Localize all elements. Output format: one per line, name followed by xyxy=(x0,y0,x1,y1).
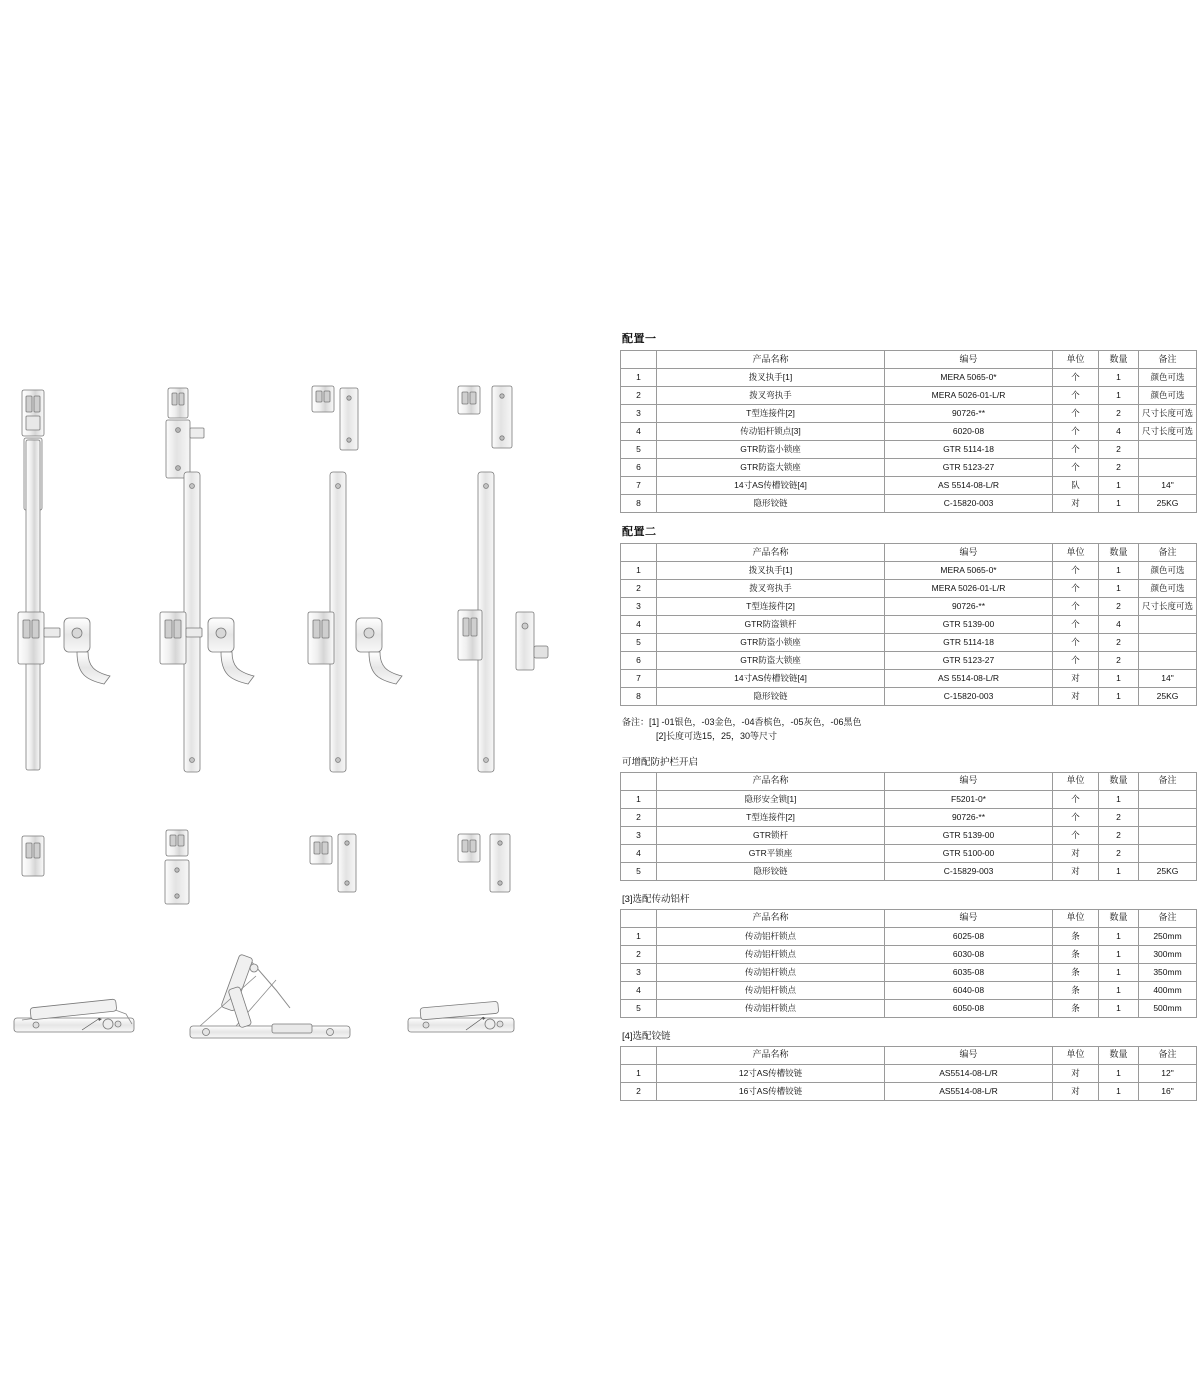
cell-note xyxy=(1139,826,1197,844)
cell-name: 传动铝杆锁点 xyxy=(657,927,885,945)
cell-code: MERA 5065-0* xyxy=(885,369,1053,387)
cell-qty: 1 xyxy=(1099,927,1139,945)
cell-note xyxy=(1139,652,1197,670)
cell-qty: 1 xyxy=(1099,981,1139,999)
cell-note xyxy=(1139,616,1197,634)
remark-block xyxy=(622,716,1180,744)
cell-name: GTR平锁座 xyxy=(657,844,885,862)
col-index xyxy=(621,351,657,369)
cell-name: GTR锁杆 xyxy=(657,826,885,844)
cell-index: 1 xyxy=(621,562,657,580)
table-row xyxy=(621,670,1197,688)
cell-unit: 对 xyxy=(1053,688,1099,706)
cell-unit: 个 xyxy=(1053,808,1099,826)
spec-tables xyxy=(620,330,1193,1111)
cell-qty: 1 xyxy=(1099,1064,1139,1082)
table-row xyxy=(621,441,1197,459)
cell-index: 2 xyxy=(621,945,657,963)
cell-code: AS5514-08-L/R xyxy=(885,1064,1053,1082)
cell-code: GTR 5139-00 xyxy=(885,826,1053,844)
cell-code: MERA 5065-0* xyxy=(885,562,1053,580)
cell-index: 3 xyxy=(621,826,657,844)
cell-note: 12" xyxy=(1139,1064,1197,1082)
table-row xyxy=(621,580,1197,598)
cell-index: 7 xyxy=(621,670,657,688)
cell-code: AS 5514-08-L/R xyxy=(885,670,1053,688)
cell-code: 6040-08 xyxy=(885,981,1053,999)
cell-qty: 2 xyxy=(1099,441,1139,459)
col-product-name: 产品名称 xyxy=(657,772,885,790)
col-qty: 数量 xyxy=(1099,909,1139,927)
cell-qty: 2 xyxy=(1099,652,1139,670)
table-row xyxy=(621,1064,1197,1082)
cell-name: 传动铝杆锁点 xyxy=(657,981,885,999)
cell-note: 尺寸长度可选 xyxy=(1139,405,1197,423)
cell-qty: 1 xyxy=(1099,495,1139,513)
cell-code: 6030-08 xyxy=(885,945,1053,963)
cell-index: 4 xyxy=(621,981,657,999)
cell-code: MERA 5026-01-L/R xyxy=(885,387,1053,405)
section-title-optional-hinge: [4]选配铰链 xyxy=(622,1030,671,1042)
cell-qty: 4 xyxy=(1099,616,1139,634)
cell-name: 传动铝杆锁点 xyxy=(657,963,885,981)
cell-name: GTR防盗小锁座 xyxy=(657,441,885,459)
col-unit: 单位 xyxy=(1053,544,1099,562)
cell-name: 传动铝杆锁点 xyxy=(657,945,885,963)
cell-index: 1 xyxy=(621,1064,657,1082)
table-guardrail xyxy=(620,772,1197,881)
col-product-name: 产品名称 xyxy=(657,909,885,927)
cell-name: 传动铝杆锁点 xyxy=(657,999,885,1017)
cell-unit: 条 xyxy=(1053,999,1099,1017)
table-row xyxy=(621,616,1197,634)
cell-name: 拨叉弯执手 xyxy=(657,387,885,405)
cell-code: F5201-0* xyxy=(885,790,1053,808)
remark-line-1: 备注：[1] -01银色，-03金色，-04香槟色，-05灰色，-06黑色 xyxy=(622,717,862,727)
cell-index: 2 xyxy=(621,808,657,826)
cell-name: GTR防盗大锁座 xyxy=(657,652,885,670)
cell-unit: 个 xyxy=(1053,441,1099,459)
cell-name: 拨叉执手[1] xyxy=(657,562,885,580)
cell-qty: 2 xyxy=(1099,634,1139,652)
cell-note xyxy=(1139,459,1197,477)
col-product-name: 产品名称 xyxy=(657,351,885,369)
cell-note: 25KG xyxy=(1139,862,1197,880)
cell-unit: 个 xyxy=(1053,790,1099,808)
cell-code: AS5514-08-L/R xyxy=(885,1082,1053,1100)
cell-name: T型连接件[2] xyxy=(657,405,885,423)
cell-code: GTR 5100-00 xyxy=(885,844,1053,862)
section-title-config-2: 配置二 xyxy=(622,526,657,538)
cell-note xyxy=(1139,808,1197,826)
table-header-row xyxy=(621,772,1197,790)
cell-note: 350mm xyxy=(1139,963,1197,981)
col-note: 备注 xyxy=(1139,544,1197,562)
cell-unit: 个 xyxy=(1053,826,1099,844)
cell-note: 尺寸长度可选 xyxy=(1139,598,1197,616)
cell-note: 25KG xyxy=(1139,495,1197,513)
col-index xyxy=(621,772,657,790)
table-row xyxy=(621,459,1197,477)
cell-qty: 2 xyxy=(1099,808,1139,826)
section-title-config-1: 配置一 xyxy=(622,333,657,345)
cell-code: GTR 5139-00 xyxy=(885,616,1053,634)
cell-name: 12寸AS传槽铰链 xyxy=(657,1064,885,1082)
cell-qty: 1 xyxy=(1099,477,1139,495)
cell-index: 1 xyxy=(621,790,657,808)
table-row xyxy=(621,999,1197,1017)
cell-index: 3 xyxy=(621,405,657,423)
table-row xyxy=(621,790,1197,808)
cell-code: GTR 5123-27 xyxy=(885,459,1053,477)
col-code: 编号 xyxy=(885,544,1053,562)
table-row xyxy=(621,963,1197,981)
cell-note: 400mm xyxy=(1139,981,1197,999)
cell-name: 14寸AS传槽铰链[4] xyxy=(657,477,885,495)
cell-code: GTR 5114-18 xyxy=(885,441,1053,459)
cell-index: 1 xyxy=(621,927,657,945)
cell-code: 6020-08 xyxy=(885,423,1053,441)
cell-code: 6025-08 xyxy=(885,927,1053,945)
cell-unit: 个 xyxy=(1053,459,1099,477)
cell-unit: 队 xyxy=(1053,477,1099,495)
table-row xyxy=(621,652,1197,670)
col-product-name: 产品名称 xyxy=(657,1046,885,1064)
table-header-row xyxy=(621,1046,1197,1064)
table-header-row xyxy=(621,909,1197,927)
remark-line-2: [2]长度可选15，25，30等尺寸 xyxy=(656,730,778,741)
col-qty: 数量 xyxy=(1099,351,1139,369)
cell-index: 1 xyxy=(621,369,657,387)
cell-unit: 个 xyxy=(1053,405,1099,423)
section-title-optional-rod: [3]选配传动铝杆 xyxy=(622,893,690,905)
cell-code: C-15820-003 xyxy=(885,495,1053,513)
cell-code: GTR 5123-27 xyxy=(885,652,1053,670)
cell-note: 25KG xyxy=(1139,688,1197,706)
cell-unit: 个 xyxy=(1053,598,1099,616)
cell-name: GTR防盗小锁座 xyxy=(657,634,885,652)
cell-unit: 个 xyxy=(1053,652,1099,670)
cell-index: 5 xyxy=(621,862,657,880)
col-note: 备注 xyxy=(1139,772,1197,790)
cell-code: 6050-08 xyxy=(885,999,1053,1017)
table-row xyxy=(621,477,1197,495)
cell-code: C-15829-003 xyxy=(885,862,1053,880)
col-qty: 数量 xyxy=(1099,544,1139,562)
col-product-name: 产品名称 xyxy=(657,544,885,562)
cell-unit: 对 xyxy=(1053,844,1099,862)
cell-qty: 2 xyxy=(1099,826,1139,844)
table-row xyxy=(621,808,1197,826)
table-optional-hinge xyxy=(620,1046,1197,1101)
table-row xyxy=(621,862,1197,880)
col-qty: 数量 xyxy=(1099,772,1139,790)
col-unit: 单位 xyxy=(1053,351,1099,369)
cell-index: 2 xyxy=(621,387,657,405)
cell-note: 尺寸长度可选 xyxy=(1139,423,1197,441)
cell-note: 14" xyxy=(1139,670,1197,688)
table-row xyxy=(621,1082,1197,1100)
cell-index: 4 xyxy=(621,844,657,862)
cell-code: MERA 5026-01-L/R xyxy=(885,580,1053,598)
cell-index: 3 xyxy=(621,598,657,616)
section-title-guardrail: 可增配防护栏开启 xyxy=(622,756,699,768)
col-unit: 单位 xyxy=(1053,772,1099,790)
cell-qty: 1 xyxy=(1099,862,1139,880)
col-note: 备注 xyxy=(1139,1046,1197,1064)
table-row xyxy=(621,826,1197,844)
table-row xyxy=(621,405,1197,423)
cell-index: 6 xyxy=(621,459,657,477)
cell-unit: 对 xyxy=(1053,495,1099,513)
cell-note xyxy=(1139,844,1197,862)
cell-name: GTR防盗大锁座 xyxy=(657,459,885,477)
cell-index: 3 xyxy=(621,963,657,981)
cell-note: 颜色可选 xyxy=(1139,369,1197,387)
cell-qty: 1 xyxy=(1099,580,1139,598)
cell-name: 14寸AS传槽铰链[4] xyxy=(657,670,885,688)
cell-qty: 1 xyxy=(1099,1082,1139,1100)
cell-code: C-15820-003 xyxy=(885,688,1053,706)
cell-index: 4 xyxy=(621,423,657,441)
table-row xyxy=(621,981,1197,999)
col-unit: 单位 xyxy=(1053,1046,1099,1064)
cell-unit: 个 xyxy=(1053,423,1099,441)
table-row xyxy=(621,598,1197,616)
table-header-row xyxy=(621,544,1197,562)
cell-note: 16" xyxy=(1139,1082,1197,1100)
cell-name: T型连接件[2] xyxy=(657,598,885,616)
cell-code: 90726-** xyxy=(885,808,1053,826)
cell-index: 4 xyxy=(621,616,657,634)
cell-unit: 条 xyxy=(1053,981,1099,999)
table-row xyxy=(621,945,1197,963)
col-unit: 单位 xyxy=(1053,909,1099,927)
cell-unit: 对 xyxy=(1053,862,1099,880)
col-note: 备注 xyxy=(1139,909,1197,927)
cell-qty: 1 xyxy=(1099,999,1139,1017)
cell-unit: 个 xyxy=(1053,616,1099,634)
cell-code: GTR 5114-18 xyxy=(885,634,1053,652)
cell-unit: 对 xyxy=(1053,670,1099,688)
table-row xyxy=(621,423,1197,441)
cell-unit: 条 xyxy=(1053,945,1099,963)
col-qty: 数量 xyxy=(1099,1046,1139,1064)
table-row xyxy=(621,369,1197,387)
cell-note: 500mm xyxy=(1139,999,1197,1017)
col-index xyxy=(621,1046,657,1064)
cell-qty: 2 xyxy=(1099,405,1139,423)
cell-name: GTR防盗锁杆 xyxy=(657,616,885,634)
table-row xyxy=(621,927,1197,945)
cell-qty: 1 xyxy=(1099,945,1139,963)
cell-name: 传动铝杆锁点[3] xyxy=(657,423,885,441)
cell-qty: 2 xyxy=(1099,598,1139,616)
cell-code: 6035-08 xyxy=(885,963,1053,981)
cell-note: 250mm xyxy=(1139,927,1197,945)
cell-name: 拨叉弯执手 xyxy=(657,580,885,598)
cell-unit: 个 xyxy=(1053,580,1099,598)
table-row xyxy=(621,844,1197,862)
cell-index: 5 xyxy=(621,999,657,1017)
cell-qty: 1 xyxy=(1099,790,1139,808)
cell-unit: 个 xyxy=(1053,634,1099,652)
cell-note: 颜色可选 xyxy=(1139,387,1197,405)
cell-qty: 1 xyxy=(1099,688,1139,706)
table-config-1 xyxy=(620,350,1197,513)
cell-qty: 1 xyxy=(1099,963,1139,981)
cell-unit: 对 xyxy=(1053,1064,1099,1082)
col-code: 编号 xyxy=(885,1046,1053,1064)
cell-name: 拨叉执手[1] xyxy=(657,369,885,387)
cell-index: 8 xyxy=(621,688,657,706)
cell-index: 5 xyxy=(621,634,657,652)
table-config-2 xyxy=(620,543,1197,706)
cell-unit: 个 xyxy=(1053,369,1099,387)
cell-qty: 4 xyxy=(1099,423,1139,441)
table-row xyxy=(621,634,1197,652)
cell-unit: 条 xyxy=(1053,927,1099,945)
cell-index: 5 xyxy=(621,441,657,459)
table-row xyxy=(621,387,1197,405)
table-optional-rod xyxy=(620,909,1197,1018)
col-code: 编号 xyxy=(885,772,1053,790)
cell-name: 16寸AS传槽铰链 xyxy=(657,1082,885,1100)
cell-unit: 对 xyxy=(1053,1082,1099,1100)
cell-name: T型连接件[2] xyxy=(657,808,885,826)
cell-qty: 2 xyxy=(1099,844,1139,862)
cell-note: 颜色可选 xyxy=(1139,562,1197,580)
cell-index: 2 xyxy=(621,580,657,598)
col-index xyxy=(621,544,657,562)
col-code: 编号 xyxy=(885,351,1053,369)
cell-name: 隐形铰链 xyxy=(657,862,885,880)
col-note: 备注 xyxy=(1139,351,1197,369)
cell-index: 6 xyxy=(621,652,657,670)
cell-note xyxy=(1139,634,1197,652)
cell-qty: 2 xyxy=(1099,459,1139,477)
col-code: 编号 xyxy=(885,909,1053,927)
cell-unit: 条 xyxy=(1053,963,1099,981)
cell-note: 颜色可选 xyxy=(1139,580,1197,598)
cell-qty: 1 xyxy=(1099,670,1139,688)
cell-code: 90726-** xyxy=(885,405,1053,423)
cell-unit: 个 xyxy=(1053,387,1099,405)
cell-note: 300mm xyxy=(1139,945,1197,963)
cell-code: 90726-** xyxy=(885,598,1053,616)
cell-note xyxy=(1139,441,1197,459)
table-header-row xyxy=(621,351,1197,369)
cell-name: 隐形铰链 xyxy=(657,688,885,706)
cell-qty: 1 xyxy=(1099,387,1139,405)
cell-index: 7 xyxy=(621,477,657,495)
cell-note xyxy=(1139,790,1197,808)
cell-index: 8 xyxy=(621,495,657,513)
cell-unit: 个 xyxy=(1053,562,1099,580)
cell-note: 14" xyxy=(1139,477,1197,495)
col-index xyxy=(621,909,657,927)
cell-qty: 1 xyxy=(1099,562,1139,580)
cell-qty: 1 xyxy=(1099,369,1139,387)
table-row xyxy=(621,495,1197,513)
cell-name: 隐形安全锁[1] xyxy=(657,790,885,808)
table-row xyxy=(621,688,1197,706)
table-row xyxy=(621,562,1197,580)
cell-name: 隐形铰链 xyxy=(657,495,885,513)
cell-index: 2 xyxy=(621,1082,657,1100)
cell-code: AS 5514-08-L/R xyxy=(885,477,1053,495)
